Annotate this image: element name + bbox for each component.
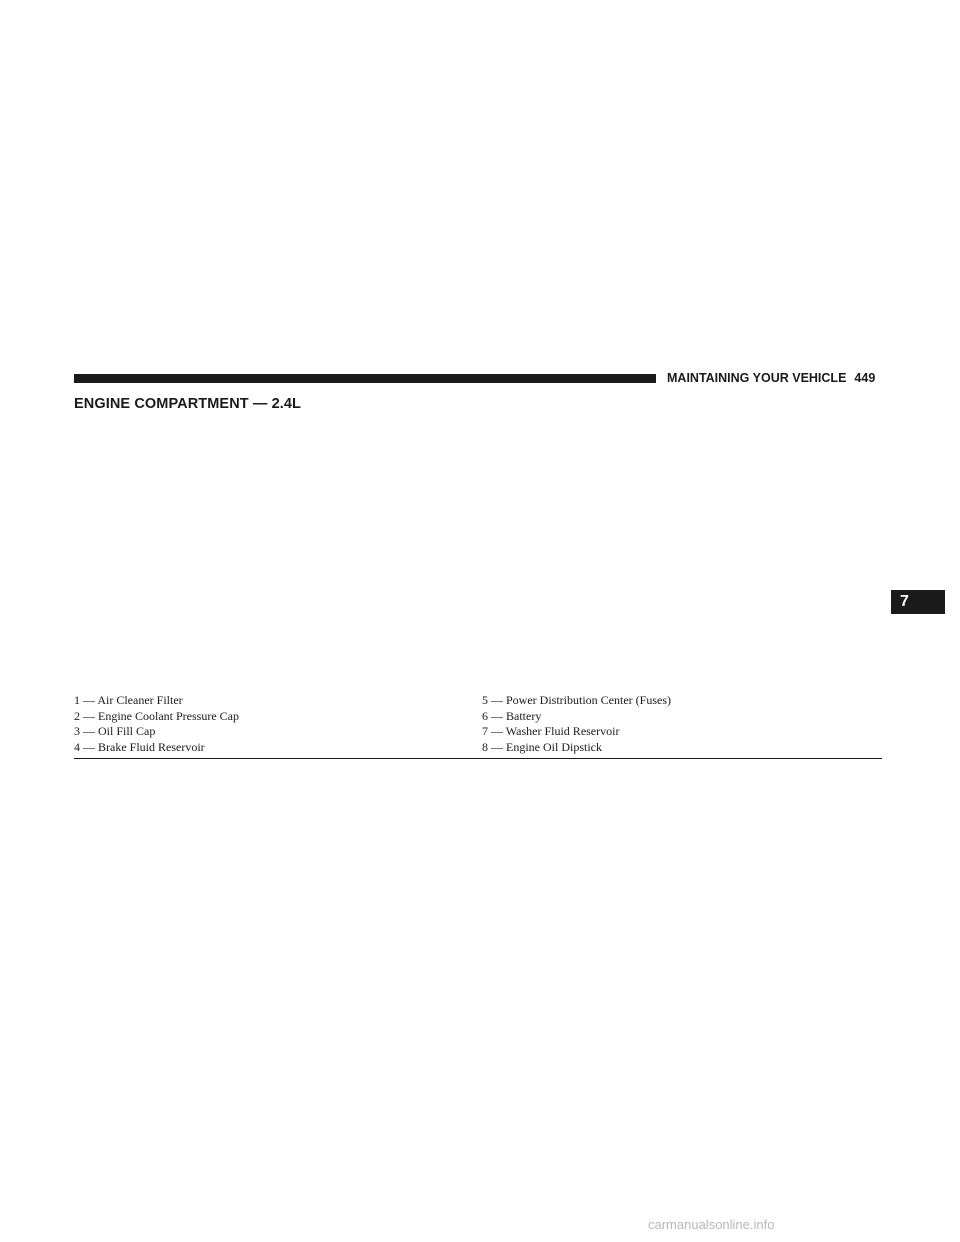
legend-column-right — [482, 693, 671, 755]
chapter-tab[interactable]: 7 — [891, 590, 945, 614]
legend-item: 1 — Air Cleaner Filter — [74, 693, 183, 707]
header-bar — [74, 374, 656, 383]
legend-item: 4 — Brake Fluid Reservoir — [74, 739, 205, 754]
page-number: 449 — [854, 371, 876, 385]
legend-item: 2 — Engine Coolant Pressure Cap — [74, 708, 239, 723]
legend-item: 5 — Power Distribution Center (Fuses) — [482, 693, 671, 707]
legend-divider — [74, 758, 882, 759]
legend-item: 7 — Washer Fluid Reservoir — [482, 724, 620, 738]
running-header — [667, 369, 875, 387]
watermark: carmanualsonline.info — [648, 1217, 775, 1232]
legend-item: 6 — Battery — [482, 708, 542, 723]
page-title: ENGINE COMPARTMENT — 2.4L — [74, 396, 301, 412]
section-name: MAINTAINING YOUR VEHICLE — [667, 371, 847, 385]
legend-item: 8 — Engine Oil Dipstick — [482, 739, 602, 754]
legend-column-left — [74, 693, 239, 755]
legend-item: 3 — Oil Fill Cap — [74, 724, 156, 738]
